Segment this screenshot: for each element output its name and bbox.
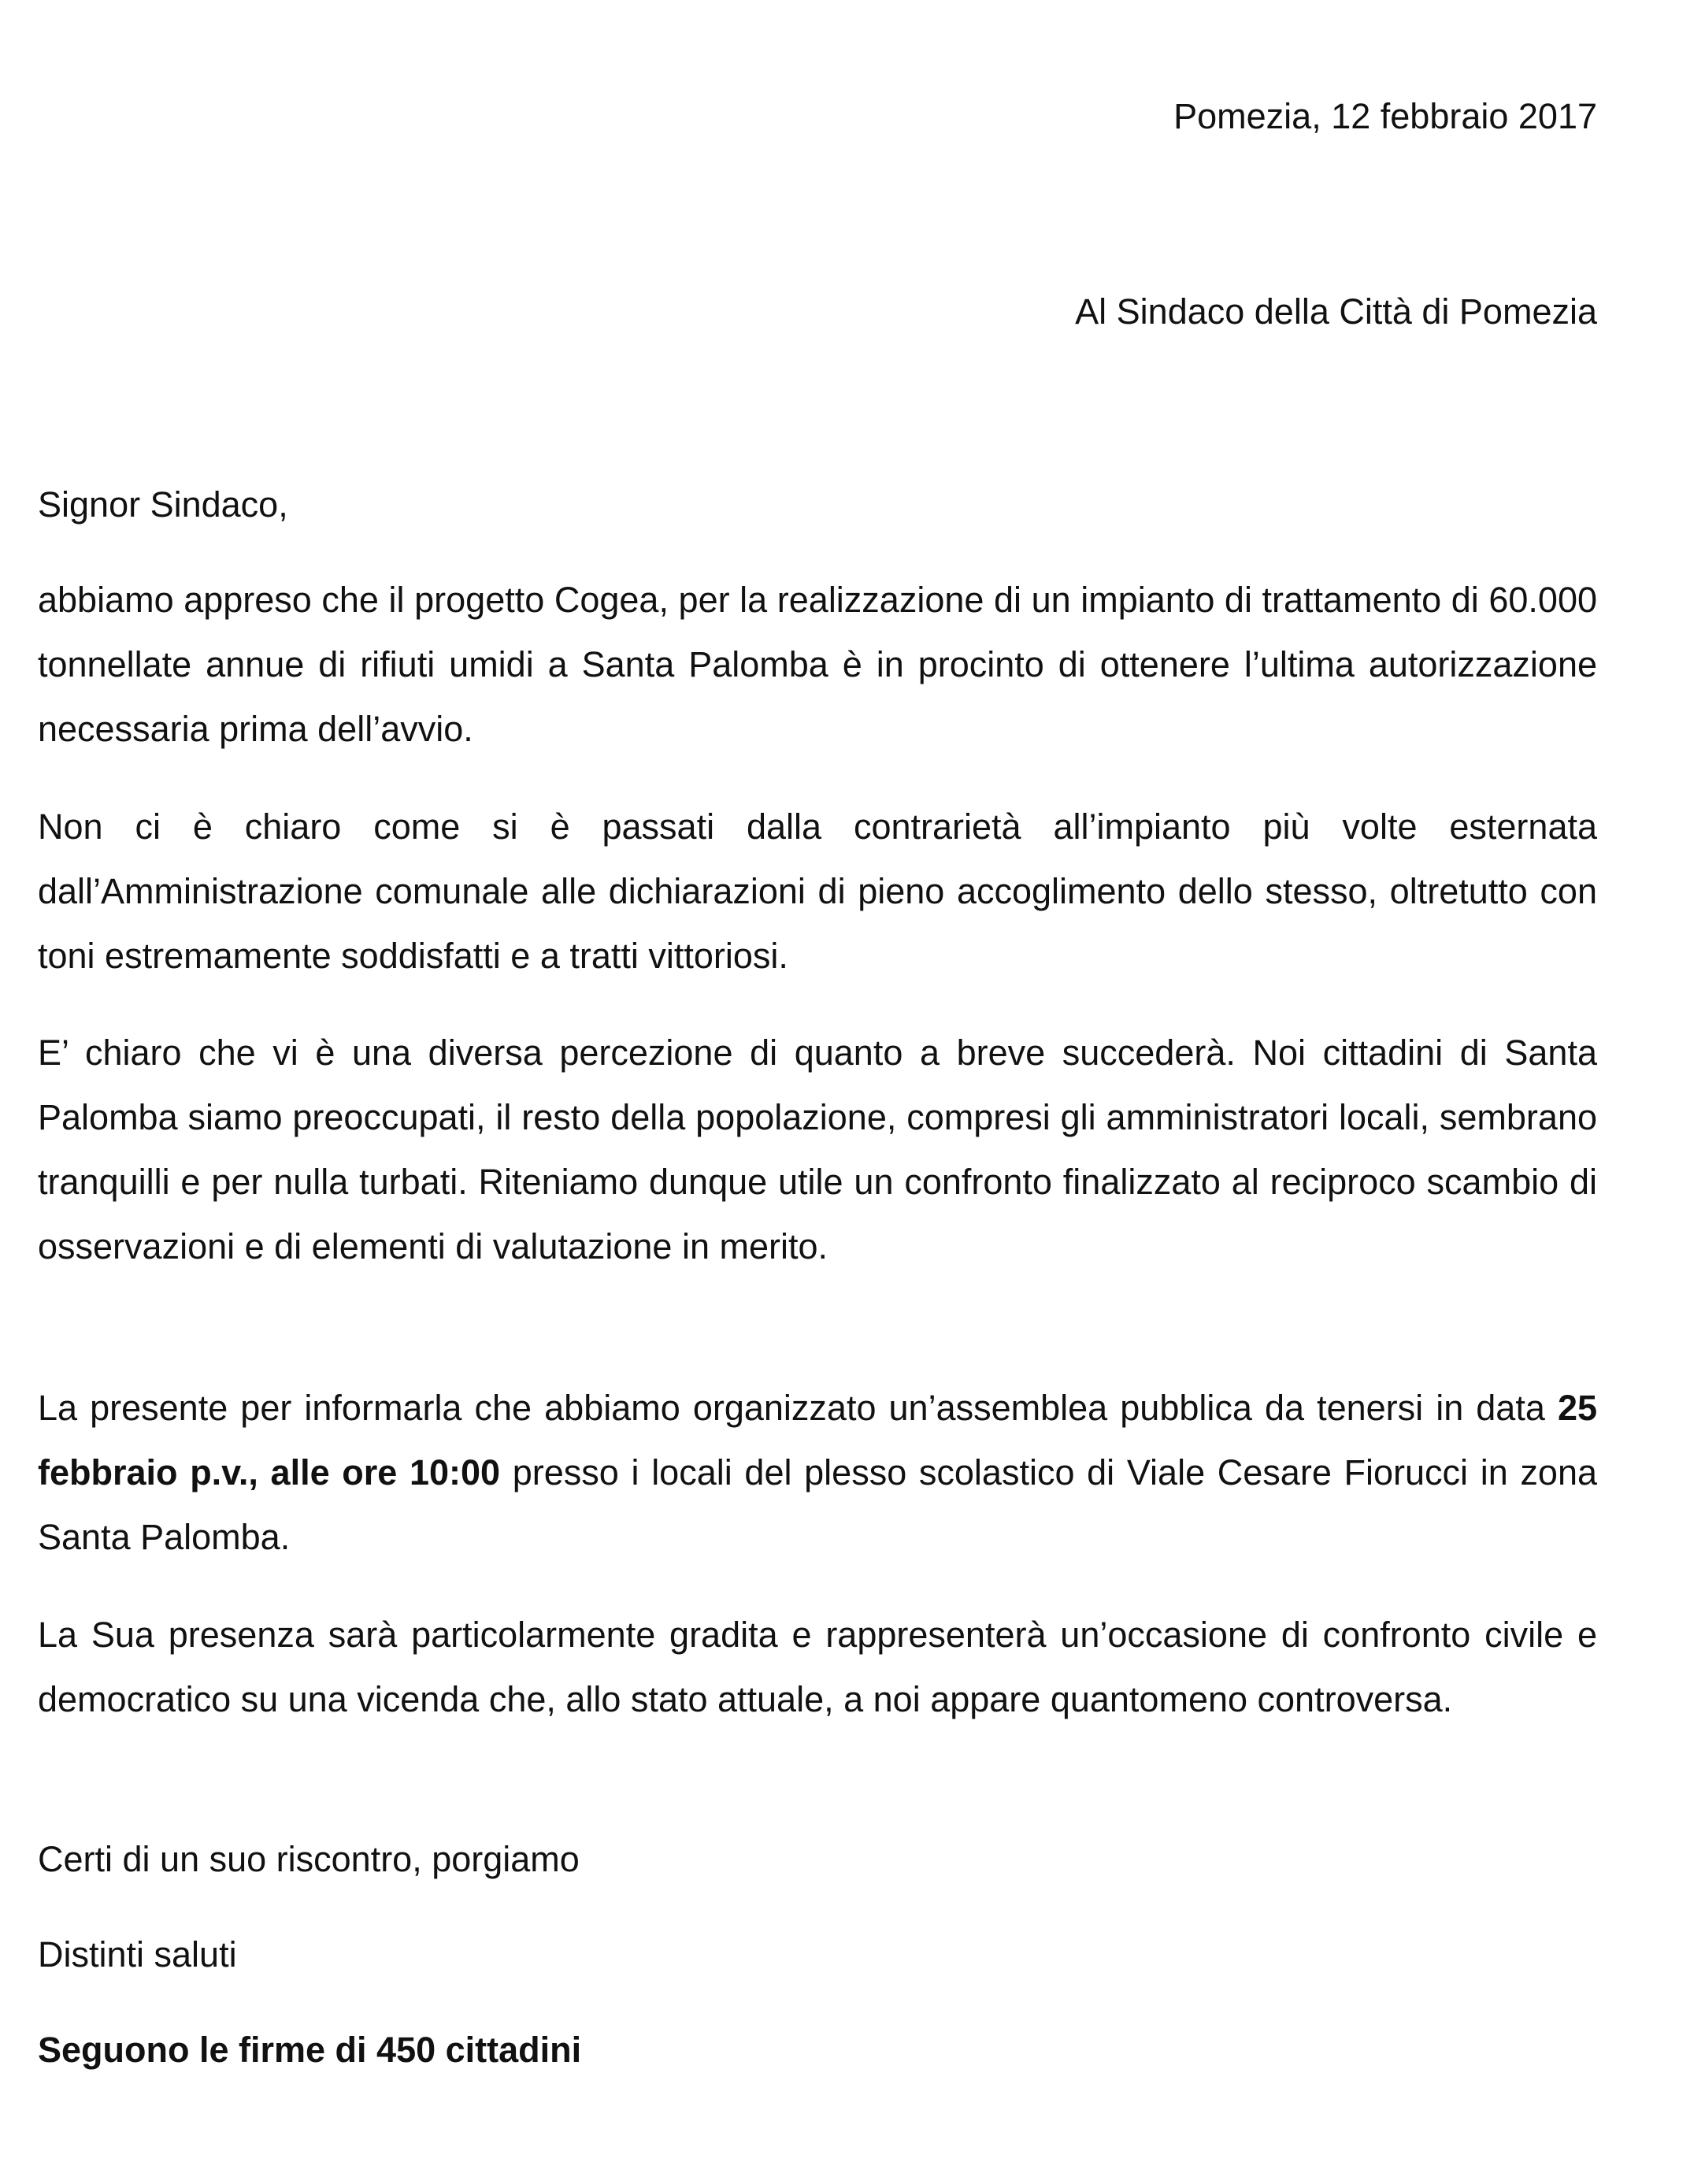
paragraph-citizens-concern: E’ chiaro che vi è una diversa percezione di quanto a breve succederà. Noi cittadini di Santa Palomba siamo preoccupati, il resto della popolazione, compresi gli amministratori locali, sembrano tranquilli e per nulla turbati. Riteniamo dunque utile un confronto finalizzato al reciproco scambio di osservazioni e di elementi di valutazione in merito.: [38, 1033, 1597, 1266]
regards-line: Distinti saluti: [38, 1934, 237, 1974]
salutation: Signor Sindaco,: [38, 484, 288, 525]
assembly-text-after: presso i locali del plesso scolastico di Viale Cesare Fiorucci in zona Santa Palomba.: [38, 1452, 1598, 1557]
paragraph-presence-request: La Sua presenza sarà particolarmente gradita e rappresenterà un’occasione di confronto civile e democratico su una vicenda che, allo stato attuale, a noi appare quantomeno controversa.: [38, 1615, 1597, 1719]
assembly-text-before: La presente per informarla che abbiamo organizzato un’assemblea pubblica da tenersi in data: [38, 1388, 1558, 1428]
recipient-line: Al Sindaco della Città di Pomezia: [1075, 291, 1597, 332]
paragraph-administration-position: Non ci è chiaro come si è passati dalla contrarietà all’impianto più volte esternata dall’Amministrazione comunale alle dichiarazioni di pieno accoglimento dello stesso, oltretutto con toni estremamente soddisfatti e a tratti vittoriosi.: [38, 806, 1597, 976]
paragraph-project-approval: abbiamo appreso che il progetto Cogea, per la realizzazione di un impianto di trattamento di 60.000 tonnellate annue di rifiuti umidi a Santa Palomba è in procinto di ottenere l’ultima autorizzazione necessaria prima dell’avvio.: [38, 580, 1597, 749]
assembly-date-time: 25 febbraio p.v., alle ore 10:00: [38, 1388, 1597, 1492]
paragraph-assembly-invitation: [38, 1376, 1597, 1570]
date-line: Pomezia, 12 febbraio 2017: [1173, 96, 1597, 136]
closing-line: Certi di un suo riscontro, porgiamo: [38, 1839, 580, 1879]
signatures-note: Seguono le firme di 450 cittadini: [38, 2030, 582, 2070]
